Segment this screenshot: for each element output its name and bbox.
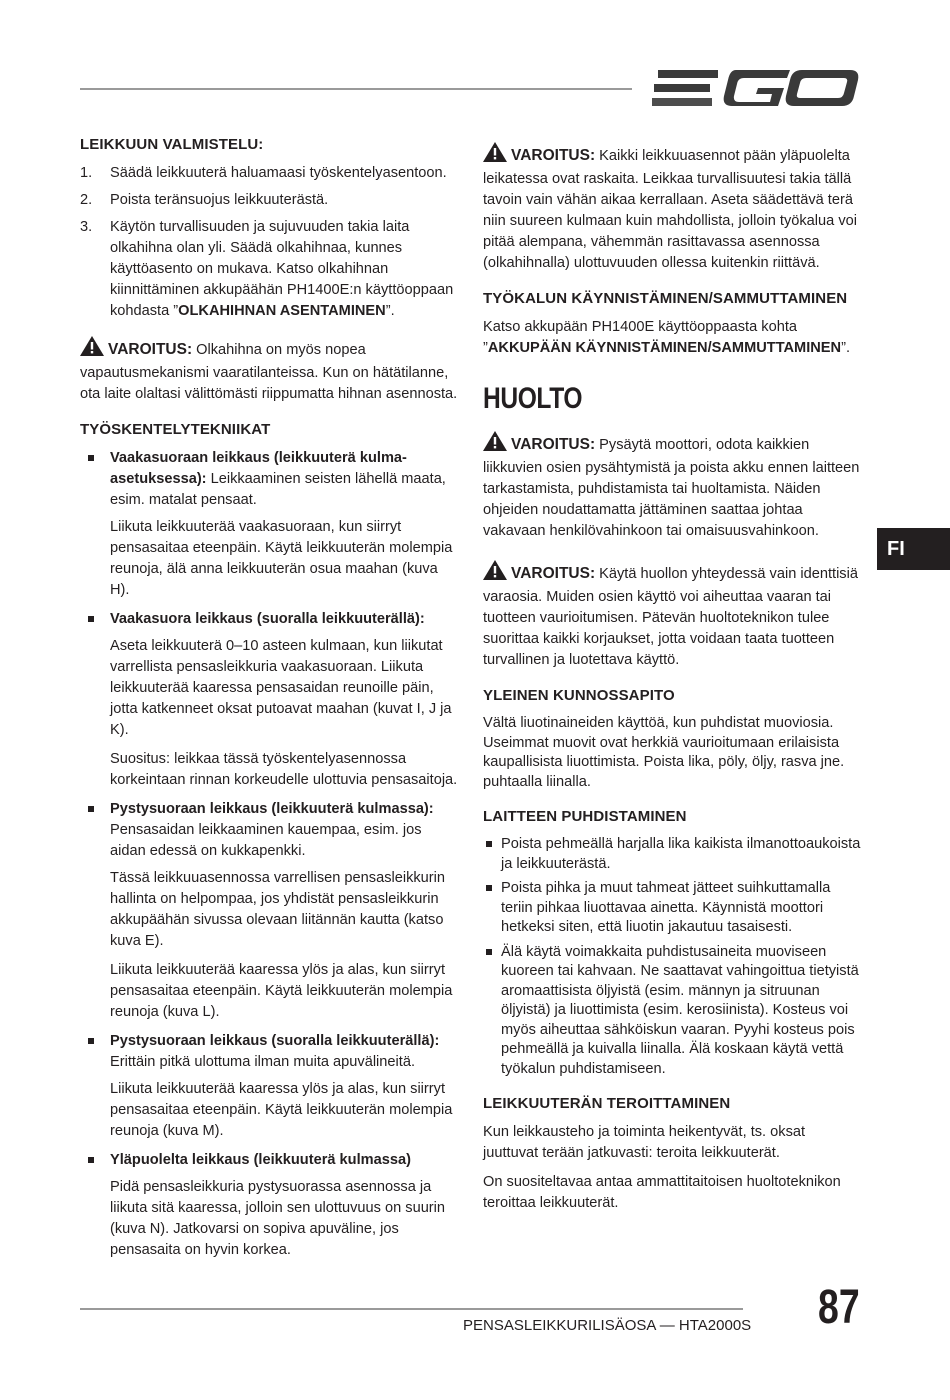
prep-steps	[80, 163, 458, 322]
list-item: Älä käytä voimakkaita puhdistusaineita muoviseen kuoreen tai kahvaan. Ne saattavat vahingoittua tietyistä aromaattisista öljyistä (esim. männyn ja sitruunan öljyistä) ja liuottimista (esim. kerosiinista). Kosteus voi myös aiheuttaa sähköiskun vaaran. Pyyhi kosteus pois pehmeällä ja kuivalla liinalla. Älä koskaan käytä vettä työkalun puhdistamiseen.	[483, 943, 861, 1080]
paragraph: Suositus: leikkaa tässä työskentelyasennossa korkeintaan rinnan korkeudelle ulottuvia pensasaitoja.	[110, 751, 458, 788]
list-item: Yläpuolelta leikkaus (leikkuuterä kulmassa)	[80, 1150, 458, 1171]
list-item: Pystysuoraan leikkaus (suoralla leikkuuterällä): Erittäin pitkä ulottuma ilman muita apuvälineitä.	[80, 1031, 458, 1073]
warning-block	[80, 336, 458, 405]
paragraph: Liikuta leikkuuterää vaakasuoraan, kun siirryt pensasaitaa eteenpäin. Käytä leikkuuterän molempia reunoja, älä anna leikkuuterän osua maahan (kuva H).	[110, 519, 453, 598]
warning-text: Kaikki leikkuuasennot pään yläpuolelta leikatessa ovat raskaita. Leikkaa turvallisuutesi takia tällä tavoin vain vähän aikaa kerrallaan. Aseta säädettävä terä niin suureen kulmaan kuin mahdollista, jolloin työkalua voi pitää alempana, vähemmän rasittavassa asennossa (olkahihnalla) ulottuvuuden ollessa kuitenkin riittävä.	[483, 148, 857, 271]
right-column	[483, 142, 861, 1222]
list-item: Poista pehmeällä harjalla lika kaikista ilmanottoaukoista ja leikkuuterästä.	[483, 835, 861, 874]
left-column	[80, 134, 458, 1269]
techniques-heading: TYÖSKENTELYTEKNIIKAT	[80, 421, 271, 438]
sharpening-heading: LEIKKUUTERÄN TEROITTAMINEN	[483, 1095, 731, 1112]
general-heading: YLEINEN KUNNOSSAPITO	[483, 687, 675, 704]
warning-label: VAROITUS:	[511, 147, 596, 164]
paragraph: Kun leikkausteho ja toiminta heikentyvät, ts. oksat juuttuvat terään jatkuvasti: teroita leikkuuterät.	[483, 1124, 806, 1161]
paragraph: Liikuta leikkuuterää kaaressa ylös ja alas, kun siirryt pensasaitaa eteenpäin. Käytä leikkuuterän molempia reunoja (kuva L).	[110, 962, 453, 1020]
language-tab: FI	[877, 528, 950, 570]
startstop-heading: TYÖKALUN KÄYNNISTÄMINEN/SAMMUTTAMINEN	[483, 290, 848, 307]
cleaning-heading: LAITTEEN PUHDISTAMINEN	[483, 808, 687, 825]
list-item: Vaakasuoraan leikkaus (leikkuuterä kulma-asetuksessa): Leikkaaminen seisten lähellä maata, esim. matalat pensaat.	[80, 448, 458, 511]
list-item: Poista pihka ja muut tahmeat jätteet suihkuttamalla teriin pihkaa liuottavaa ainetta. Käynnistä moottori hetkeksi siten, että liuotin jakautuu tasaisesti.	[483, 879, 861, 938]
warning-block	[483, 560, 861, 671]
page-number: 87	[818, 1281, 860, 1334]
footer-title: PENSASLEIKKURILISÄOSA — HTA2000S	[463, 1317, 752, 1334]
warning-triangle-icon	[483, 431, 507, 458]
warning-text: Olkahihna on myös nopea vapautusmekanismi vaaratilanteissa. Kun on hätätilanne, ota laite olaltasi välittömästi riippumatta hihnan asennosta.	[80, 342, 458, 402]
footer-rule	[80, 1308, 743, 1310]
header-rule	[80, 88, 632, 90]
warning-block	[483, 431, 861, 542]
warning-label: VAROITUS:	[108, 341, 193, 358]
list-item: 2. Poista teränsuojus leikkuuterästä.	[80, 192, 329, 208]
paragraph: Liikuta leikkuuterää kaaressa ylös ja alas, kun siirryt pensasaitaa eteenpäin. Käytä leikkuuterän molempia reunoja (kuva M).	[110, 1081, 453, 1139]
warning-label: VAROITUS:	[511, 565, 596, 582]
ego-logo	[652, 64, 862, 114]
paragraph: Vältä liuotinaineiden käyttöä, kun puhdistat muoviosia. Useimmat muovit ovat herkkiä vaurioitumaan erilaisista kaupallisista liuottimista. Poista lika, pöly, öljy, rasva jne. puhtaalla liinalla.	[483, 715, 845, 790]
paragraph: Tässä leikkuuasennossa varrellisen pensasleikkurin hallinta on helpompaa, jos yhdistät pensasleikkurin akkupäähän sivussa olevaan liitännän kautta (katso kuva E).	[110, 870, 446, 949]
warning-triangle-icon	[483, 142, 507, 169]
warning-label: VAROITUS:	[511, 436, 596, 453]
paragraph: On suositeltavaa antaa ammattitaitoisen huoltoteknikon teroittaa leikkuuterät.	[483, 1174, 841, 1211]
paragraph: Pidä pensasleikkuria pystysuorassa asennossa ja liikuta sitä kaaressa, jolloin sen ulottuvuus on suurin (kuva N). Jatkovarsi on sopiva apuväline, jos pensasaita on hyvin korkea.	[110, 1179, 446, 1258]
prep-heading: LEIKKUUN VALMISTELU:	[80, 136, 264, 153]
paragraph: Aseta leikkuuterä 0–10 asteen kulmaan, kun liikutat varrellista pensasleikkuria vaakasuoraan. Liikuta leikkuuterää kaaressa pensasaidan reunoille päin, jotta katkenneet oksat putoavat maahan (kuvat I, J ja K).	[110, 638, 452, 738]
warning-text: Pysäytä moottori, odota kaikkien liikkuvien osien pysähtymistä ja poista akku ennen laitteen tarkastamista, puhdistamista tai huoltamista. Näiden ohjeiden noudattamatta jättäminen saattaa johtaa vakavaan henkilövahinkoon tai omaisuusvahinkoon.	[483, 437, 860, 539]
list-item: 3. Käytön turvallisuuden ja sujuvuuden takia laita olkahihna olan yli. Säädä olkahihnaa, kunnes käyttöasento on mukava. Katso olkahihnan kiinnittäminen akkupäähän PH1400E:n käyttöoppaan kohdasta ”OLKAHIHNAN ASENTAMINEN”.	[80, 219, 454, 319]
warning-triangle-icon	[483, 560, 507, 587]
list-item: 1. Säädä leikkuuterä haluamaasi työskentelyasentoon.	[80, 165, 447, 181]
list-item: Vaakasuora leikkaus (suoralla leikkuuterällä):	[80, 609, 458, 630]
warning-text: Käytä huollon yhteydessä vain identtisiä varaosia. Muiden osien käyttö voi aiheuttaa vaaran tai tuotteen vaurioitumisen. Pätevän huoltoteknikon tulee suorittaa kaikki korjaukset, jotta voidaan taata tuotteen turvallinen ja luotettava käyttö.	[483, 566, 858, 668]
warning-block	[483, 142, 861, 274]
paragraph: Katso akkupään PH1400E käyttöoppaasta kohta ”AKKUPÄÄN KÄYNNISTÄMINEN/SAMMUTTAMINEN”.	[483, 319, 851, 356]
section-title: HUOLTO	[483, 382, 583, 415]
list-item: Pystysuoraan leikkaus (leikkuuterä kulmassa): Pensasaidan leikkaaminen kauempaa, esim. jos aidan edessä on kukkapenkki.	[80, 799, 458, 862]
warning-triangle-icon	[80, 336, 104, 363]
